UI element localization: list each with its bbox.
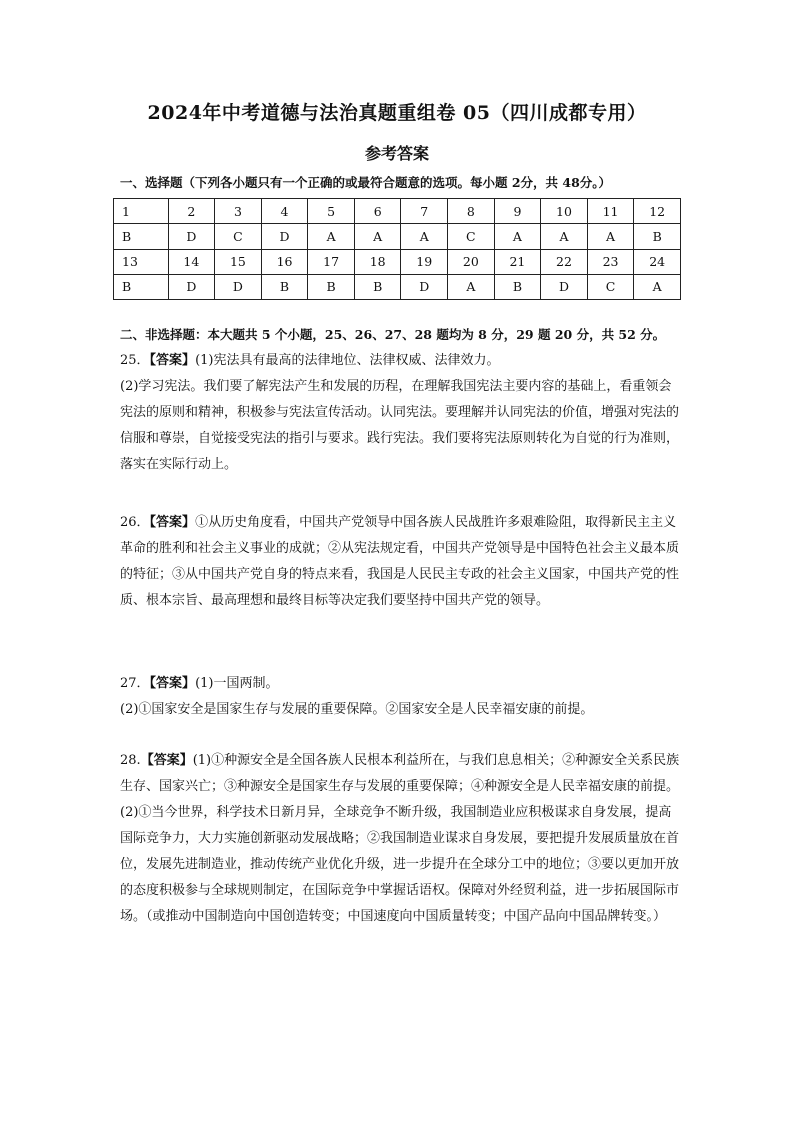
q28-part2: (2)①当今世界，科学技术日新月异，全球竞争不断升级，我国制造业应积极谋求自身发展，提高国际竞争力，大力实施创新驱动发展战略；②我国制造业谋求自身发展，要把提升发展质量放在首位，发展先进制造业，推动传统产业优化升级，进一步提升在全球分工中的地位；③要以更加开放的态度积极参与全球规则制定，在国际竞争中掌握话语权。保障对外经贸利益，进一步拓展国际市场。（或推动中国制造向中国创造转变；中国速度向中国质量转变；中国产品向中国品牌转变。） — [120, 805, 680, 924]
answer-table — [113, 198, 681, 300]
table-cell: 8 — [448, 199, 495, 224]
q28-line1 — [120, 748, 680, 800]
table-cell: A — [541, 224, 588, 249]
table-row-answers — [114, 224, 681, 249]
table-cell: C — [215, 224, 262, 249]
q26-part1: ①从历史角度看，中国共产党领导中国各族人民战胜许多艰难险阻，取得新民主主义革命的胜利和社会主义事业的成就；②从宪法规定看，中国共产党领导是中国特色社会主义最本质的特征；③从中国共产党自身的特点来看，我国是人民民主专政的社会主义国家，中国共产党的性质、根本宗旨、最高理想和最终目标等决定我们要坚持中国共产党的领导。 — [120, 515, 680, 608]
table-cell: 13 — [114, 249, 169, 274]
q28-answer-tag: 【答案】 — [140, 753, 193, 768]
table-cell: 17 — [308, 249, 355, 274]
question-27-answer — [120, 671, 680, 723]
table-cell: 20 — [448, 249, 495, 274]
table-cell: D — [168, 224, 215, 249]
table-cell: D — [168, 274, 215, 299]
table-cell: A — [634, 274, 681, 299]
table-cell: 6 — [354, 199, 401, 224]
question-28-answer — [120, 748, 680, 930]
table-cell: B — [114, 274, 169, 299]
table-cell: 24 — [634, 249, 681, 274]
table-cell: 4 — [261, 199, 308, 224]
table-cell: 7 — [401, 199, 448, 224]
table-cell: C — [448, 224, 495, 249]
table-cell: A — [494, 224, 541, 249]
table-cell: A — [401, 224, 448, 249]
table-cell: 10 — [541, 199, 588, 224]
q26-number: 26． — [120, 515, 150, 530]
table-cell: 18 — [354, 249, 401, 274]
table-cell: B — [354, 274, 401, 299]
table-cell: 12 — [634, 199, 681, 224]
table-row-question-numbers — [114, 199, 681, 224]
q25-number: 25． — [120, 353, 150, 368]
question-26-answer — [120, 510, 680, 614]
table-cell: 14 — [168, 249, 215, 274]
q27-number: 27． — [120, 676, 150, 691]
table-cell: C — [587, 274, 634, 299]
table-cell: A — [587, 224, 634, 249]
q25-part2: (2)学习宪法。我们要了解宪法产生和发展的历程，在理解我国宪法主要内容的基础上，看重领会宪法的原则和精神，积极参与宪法宣传活动。认同宪法。要理解并认同宪法的价值，增强对宪法的信服和尊崇，自觉接受宪法的指引与要求。践行宪法。我们要将宪法原则转化为自觉的行为准则，落实在实际行动上。 — [120, 379, 680, 472]
q26-line1 — [120, 510, 680, 614]
page-title: 2024年中考道德与法治真题重组卷 05（四川成都专用） — [147, 102, 647, 124]
table-cell: 5 — [308, 199, 355, 224]
table-cell: D — [401, 274, 448, 299]
q28-part1: (1)①种源安全是全国各族人民根本利益所在，与我们息息相关；②种源安全关系民族生存、国家兴亡；③种源安全是国家生存与发展的重要保障；④种源安全是人民幸福安康的前提。 — [120, 753, 680, 794]
q25-part1: (1)宪法具有最高的法律地位、法律权威、法律效力。 — [195, 353, 500, 368]
table-cell: 15 — [215, 249, 262, 274]
q27-answer-tag: 【答案】 — [149, 676, 196, 691]
table-cell: 2 — [168, 199, 215, 224]
q27-part1: (1)一国两制。 — [195, 676, 279, 691]
table-cell: B — [261, 274, 308, 299]
table-cell: 11 — [587, 199, 634, 224]
table-cell: A — [448, 274, 495, 299]
table-cell: B — [634, 224, 681, 249]
section2-heading: 二、非选择题：本大题共 5 个小题，25、26、27、28 题均为 8 分，29 题 20 分，共 52 分。 — [120, 327, 666, 342]
table-cell: D — [215, 274, 262, 299]
section1-heading: 一、选择题（下列各小题只有一个正确的或最符合题意的选项。每小题 2分，共 48分。） — [120, 175, 612, 190]
table-cell: 9 — [494, 199, 541, 224]
table-row-answers — [114, 274, 681, 299]
table-cell: 19 — [401, 249, 448, 274]
question-25-answer — [120, 348, 680, 478]
page-subtitle: 参考答案 — [364, 144, 429, 163]
table-cell: B — [308, 274, 355, 299]
table-cell: 23 — [587, 249, 634, 274]
table-cell: A — [354, 224, 401, 249]
q25-line1 — [120, 348, 680, 374]
q26-answer-tag: 【答案】 — [149, 515, 196, 530]
table-cell: A — [308, 224, 355, 249]
table-cell: 21 — [494, 249, 541, 274]
q25-answer-tag: 【答案】 — [149, 353, 196, 368]
table-cell: 16 — [261, 249, 308, 274]
table-cell: 22 — [541, 249, 588, 274]
q27-line1 — [120, 671, 680, 697]
table-row-question-numbers — [114, 249, 681, 274]
table-cell: 1 — [114, 199, 169, 224]
table-cell: D — [541, 274, 588, 299]
q28-number: 28. — [120, 753, 141, 768]
table-cell: 3 — [215, 199, 262, 224]
table-cell: B — [494, 274, 541, 299]
table-cell: D — [261, 224, 308, 249]
q27-part2: (2)①国家安全是国家生存与发展的重要保障。②国家安全是人民幸福安康的前提。 — [120, 702, 594, 717]
table-cell: B — [114, 224, 169, 249]
